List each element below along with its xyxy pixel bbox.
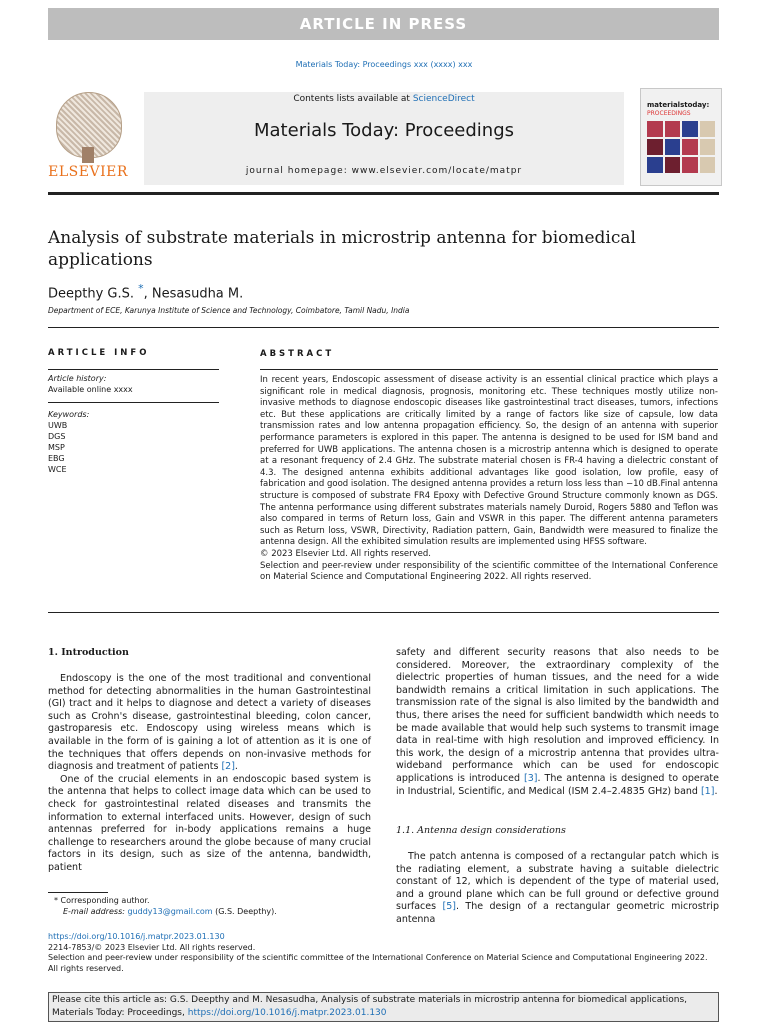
journal-title: Materials Today: Proceedings (254, 120, 514, 141)
reference-link[interactable]: [2] (221, 761, 235, 773)
intro-paragraph-1: Endoscopy is the one of the most traditional and conventional method for detecting abnormalities in the human Gastrointestinal (GI) tract and it helps to diagnose and detect a variety of diseases such as Crohn's disease, gastrointestinal bleeding, colon cancer, gastroparesis etc. Endoscopy using wireless means which is available in the form of is gaining a lot of attention as it is one of the techniques that offers depends on non-invasive methods for diagnosis and treatment of patients [2]. (48, 673, 371, 773)
corresponding-author-mark[interactable]: * (138, 282, 144, 295)
footnote-mark: * (54, 896, 58, 905)
abstract-rule (260, 369, 718, 370)
design-paragraph: The patch antenna is composed of a rectangular patch which is the radiating element, a substrate having a suitable dielectric constant of 12, which is dependent of the type of material used, and a ground plane which can be full ground or defective ground surfaces [5]. The design of a rectangular geometric microstrip antenna (396, 851, 719, 925)
history-label: Article history: (48, 374, 107, 383)
reference-link[interactable]: [1] (700, 785, 715, 797)
sciencedirect-link[interactable]: ScienceDirect (412, 94, 475, 104)
intro-paragraph-3: safety and different security reasons that also needs to be considered. Moreover, the extraordinary complexity of the dielectric properties of human tissues, and the need for a wide bandwidth remains a critical limitation in such applications. The transmission rate of the signal is also limited by the bandwidth and thus, there arises the need for sufficient bandwidth which needs to be made available that would help such systems to transmit image data in real-time with high resolution and improved efficiency. In this work, the design of a microstrip antenna that provides ultra-wideband performance which can be used for endoscopic applications is introduced [3]. The antenna is designed to operate in Industrial, Scientific, and Medical (ISM 2.4–2.4835 GHz) band [1]. (396, 647, 719, 797)
journal-homepage[interactable]: journal homepage: www.elsevier.com/locate/matpr (245, 166, 523, 176)
abstract-end-rule (48, 612, 719, 613)
footer-peer-review: Selection and peer-review under responsibility of the scientific committee of the International Conference on Material Science and Computational Engineering 2022. All rights reserved. (48, 953, 708, 973)
history-value: Available online xxxx (48, 385, 133, 394)
article-history (48, 373, 133, 395)
elsevier-logo[interactable] (48, 92, 128, 184)
journal-cover-thumbnail[interactable] (640, 88, 722, 186)
right-column-top (396, 647, 719, 798)
email-suffix: (G.S. Deepthy). (215, 907, 277, 916)
intro-paragraph-2: One of the crucial elements in an endoscopic based system is the antenna that helps to collect image data which can be used to check for gastrointestinal related diseases and transmits the information to external interfaced units. However, design of such antennas preferred for in-body applications remains a huge challenge to researchers around the globe because of many crucial factors in its design, such as size of the antenna, bandwidth, patient (48, 773, 371, 873)
reference-link[interactable]: [5] (442, 901, 456, 913)
keywords-block (48, 409, 89, 475)
tree-trunk (82, 147, 94, 163)
left-column (48, 673, 371, 875)
citation-doi-link[interactable]: https://doi.org/10.1016/j.matpr.2023.01.130 (187, 1008, 387, 1018)
email-note (48, 906, 277, 917)
keyword-item: UWB (48, 421, 68, 430)
divider-rule (48, 327, 719, 328)
article-in-press-banner: ARTICLE IN PRESS (48, 8, 719, 40)
corresponding-label: Corresponding author. (60, 896, 150, 905)
citation-text: Please cite this article as: G.S. Deepthy and M. Nesasudha, Analysis of substrate materials in microstrip antenna for biomedical applications, Materials Today: Proceedings, (52, 995, 688, 1018)
keywords-label: Keywords: (48, 410, 90, 419)
publication-footer (48, 932, 719, 974)
cover-image-grid (647, 121, 715, 173)
footnote (48, 895, 277, 917)
email-link[interactable]: guddy13@gmail.com (127, 907, 213, 916)
abstract-heading: ABSTRACT (260, 349, 335, 359)
right-column-bottom (396, 851, 719, 927)
affiliation: Department of ECE, Karunya Institute of Science and Technology, Coimbatore, Tamil Nadu, India (48, 306, 410, 315)
email-label: E-mail address: (63, 907, 125, 916)
section-heading-introduction: 1. Introduction (48, 647, 129, 658)
author-separator: , (143, 286, 152, 302)
keyword-item: WCE (48, 465, 67, 474)
keywords-rule (48, 402, 219, 403)
author-2[interactable]: Nesasudha M. (151, 286, 244, 302)
subsection-heading: 1.1. Antenna design considerations (396, 825, 566, 836)
author-list (48, 282, 243, 301)
journal-reference-link[interactable]: Materials Today: Proceedings xxx (xxxx) xxx (295, 60, 473, 69)
contents-prefix: Contents lists available at (293, 94, 413, 104)
contents-line (144, 94, 624, 104)
abstract-paragraph: In recent years, Endoscopic assessment of disease activity is an essential clinical practice which plays a significant role in medical diagnosis, prognosis, monitoring etc. These techniques mostly utilize non-invasive methods to diagnose endoscopic diseases like gastrointestinal tract diseases, tumors, infections etc. But these applications are critically limited by a range of factors like size of capsule, low data transmission rates and low antenna propagation efficiency. So, the design of an antenna with superior performance parameters is explored in this paper. The antenna is designed to be used for ISM band and preferred for UWB applications. The antenna chosen is a microstrip antenna which is designed to operate at a resonant frequency of 2.4 GHz. The substrate material chosen is FR-4 having a dielectric constant of 4.3. The designed antenna exhibits additional advantages like good isolation, low profile, easy of fabrication and good isolation. The designed antenna provides a return loss less than −10 dB.Final antenna structure is composed of substrate FR4 Epoxy with Defective Ground Structure commonly known as DGS. The antenna performance using different substrates materials namely Duroid, Rogers 5880 and Teflon was also compared in terms of Return loss, Gain and VSWR in this paper. The different antenna parameters such as Return loss, VSWR, Directivity, Radiation pattern, Gain, Bandwidth were measured to finalize the antenna design. All the exhibited simulation results are implemented using HFSS software. (260, 375, 718, 548)
cover-subtitle: PROCEEDINGS (647, 110, 691, 117)
abstract-body (260, 375, 718, 584)
article-info-rule (48, 369, 219, 370)
header-rule (48, 192, 719, 195)
footnote-rule (48, 892, 108, 893)
article-info-heading: ARTICLE INFO (48, 348, 150, 358)
author-1[interactable]: Deepthy G.S. (48, 286, 135, 302)
keyword-item: MSP (48, 443, 65, 452)
reference-link[interactable]: [3] (524, 772, 538, 784)
cover-title-main: materialstoday: (647, 101, 710, 109)
keyword-item: EBG (48, 454, 65, 463)
cover-title (647, 101, 717, 118)
citation-box (48, 992, 719, 1022)
corresponding-note (48, 895, 277, 906)
journal-header (144, 92, 624, 185)
abstract-copyright: © 2023 Elsevier Ltd. All rights reserved. (260, 548, 432, 559)
issn-line: 2214-7853/© 2023 Elsevier Ltd. All rights reserved. (48, 942, 256, 952)
elsevier-wordmark: ELSEVIER (48, 164, 128, 180)
doi-link[interactable]: https://doi.org/10.1016/j.matpr.2023.01.130 (48, 932, 225, 941)
abstract-peer-review: Selection and peer-review under responsibility of the scientific committee of the International Conference on Material Science and Computational Engineering 2022. All rights reserved. (260, 560, 718, 583)
paper-title: Analysis of substrate materials in microstrip antenna for biomedical applications (48, 228, 636, 270)
keyword-item: DGS (48, 432, 66, 441)
